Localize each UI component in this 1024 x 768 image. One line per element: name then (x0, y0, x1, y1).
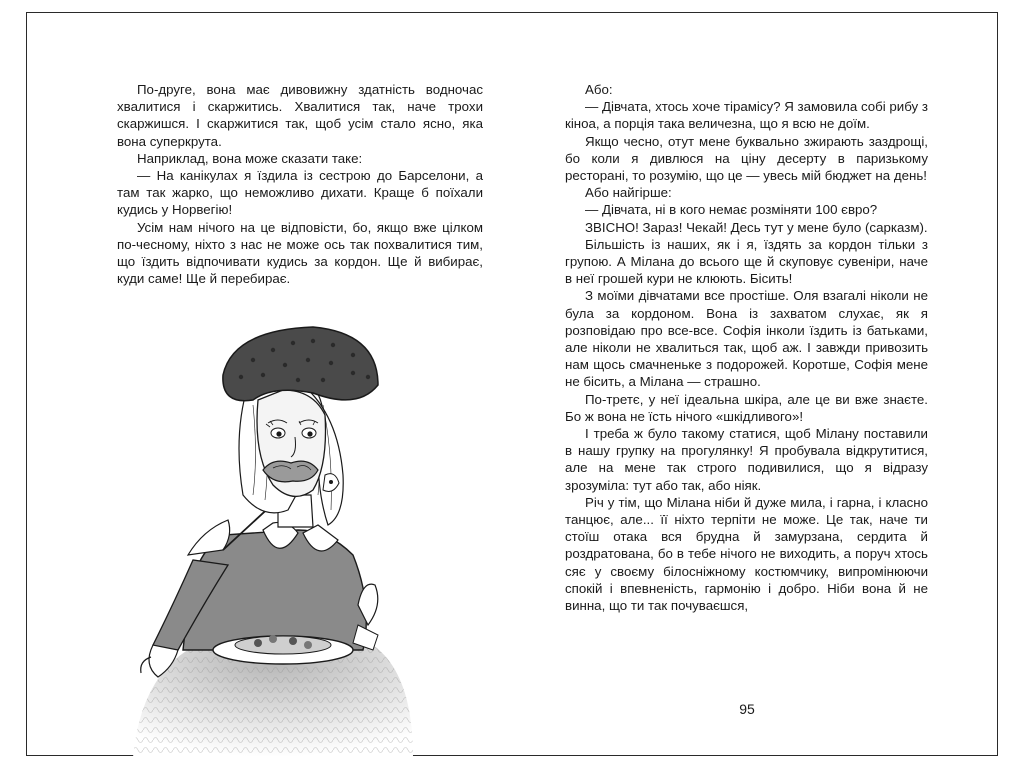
page-number: 95 (739, 701, 755, 717)
paragraph: Наприклад, вона може сказати таке: (137, 150, 363, 166)
book-spread (26, 12, 998, 756)
right-page-text (565, 81, 928, 614)
paragraph: І треба ж було такому статися, щоб Мілану поставили в нашу групку на прогулянку! Я пробувала відкрутитися, але на мене так строго подивилися, що я відразу зрозуміла: тут або так, або ніяк. (565, 426, 928, 493)
paragraph: По-третє, у неї ідеальна шкіра, але це ви вже знаєте. Бо ж вона не їсть нічого «шкідливого»! (565, 391, 928, 424)
paragraph: Річ у тім, що Мілана ніби й дуже мила, і гарна, і класно танцює, але... її ніхто терпіти не може. Це так, наче ти стоїш отака вся брудна й замурзана, сердита й роздратована, бо в тебе нічого не виходить, а поруч хтось сяє у своєму білосніжному костюмчику, випромінюючи спокій і впевненість, гармонію і добро. Ніби вона й не винна, що ти так почуваєшся, (565, 494, 928, 614)
paragraph: — Дівчата, ні в кого немає розміняти 100 євро? (585, 202, 878, 218)
girl-in-beret-eating-icon (113, 305, 413, 757)
paragraph: Більшість із наших, як і я, їздять за кордон тільки з групою. А Мілана до всього ще й скуповує сувеніри, наче в неї грошей кури не клюють. Бісить! (565, 236, 928, 287)
paragraph: З моїми дівчатами все простіше. Оля взагалі ніколи не була за кордоном. Вона із захватом слухає, як я розповідаю про все-все. Софія інколи їздить із батьками, але ніколи не хвалиться так, щоб аж. І завжди привозить нам щось смачненьке з подорожей. Коротше, Софія мене не бісить, а Мілана — страшно. (565, 288, 928, 390)
paragraph: — Дівчата, хтось хоче тірамісу? Я замовила собі рибу з кіноа, а порція така величезна, що я всю не доїм. (565, 99, 928, 132)
paragraph: Або: (585, 82, 613, 97)
paragraph: — На канікулах я їздила із сестрою до Барселони, а там так жарко, що неможливо дихати. Краще б поїхали кудись у Норвегію! (117, 168, 483, 218)
paragraph: Усім нам нічого на це відповісти, бо, якщо вже цілком по-чесному, ніхто з нас не може ось так похвалитися тим, що їздить відпочивати кудись за кордон. Ще й вибирає, куди саме! Ще й перебирає. (117, 219, 483, 287)
paragraph: Якщо чесно, отут мене буквально зжирають заздрощі, бо коли я дивлюся на ціну десерту в паризькому ресторані, то розумію, що це — увесь мій бюджет на день! (565, 133, 928, 184)
paragraph: ЗВІСНО! Зараз! Чекай! Десь тут у мене було (сарказм). (585, 219, 928, 235)
paragraph: Або найгірше: (585, 185, 672, 201)
paragraph: По-друге, вона має дивовижну здатність водночас хвалитися і скаржитись. Хвалитися так, наче трохи скаржишся. І скаржитися так, щоб усім стало ясно, яка вона суперкрута. (117, 82, 483, 149)
left-page-text (117, 81, 483, 287)
